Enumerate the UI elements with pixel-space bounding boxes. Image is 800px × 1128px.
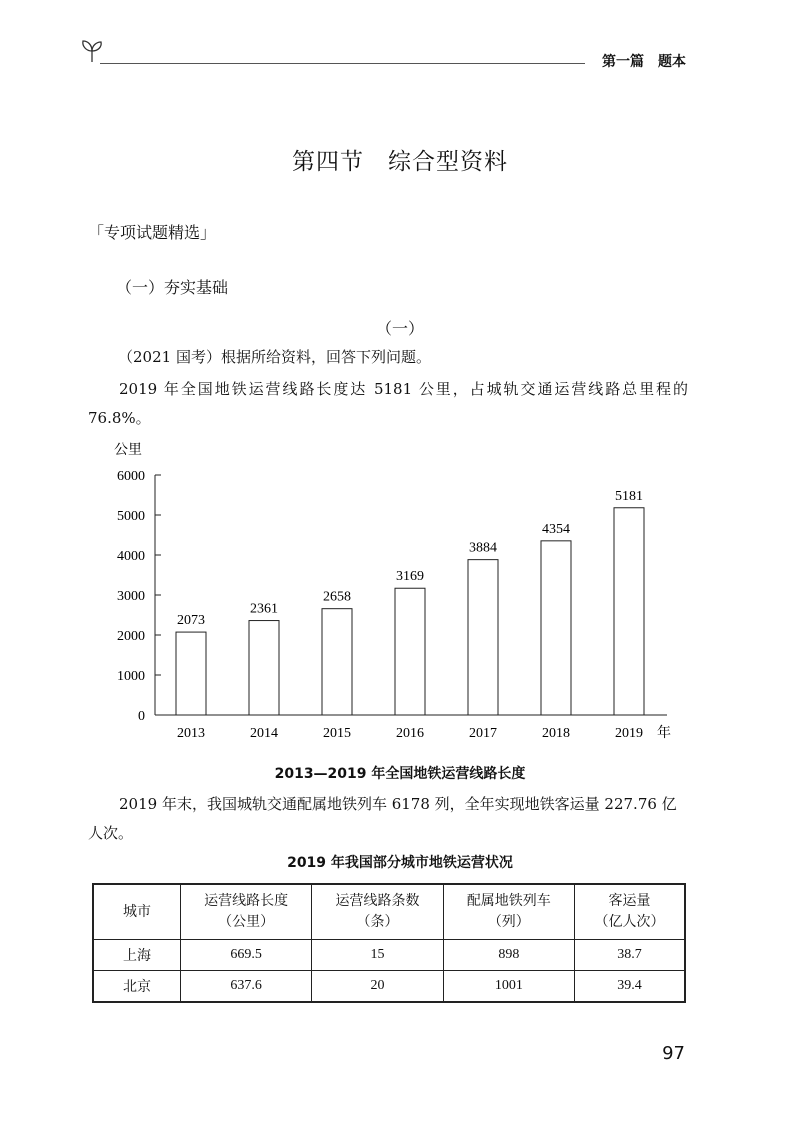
x-tick-label: 2018 bbox=[542, 726, 570, 741]
paragraph-trains-ridership: 2019 年末，我国城轨交通配属地铁列车 6178 列，全年实现地铁客运量 227.76 亿人次。 bbox=[88, 795, 677, 842]
cell-line-count: 15 bbox=[312, 940, 443, 971]
cell-city: 上海 bbox=[93, 940, 181, 971]
cell-line-length: 669.5 bbox=[181, 940, 312, 971]
part-heading: （一）夯实基础 bbox=[116, 278, 229, 297]
table-row bbox=[93, 940, 685, 971]
header-line-count: 运营线路条数 （条） bbox=[312, 884, 443, 940]
y-tick-label: 0 bbox=[138, 709, 145, 724]
paragraph-metro-length: 2019 年全国地铁运营线路长度达 5181 公里，占城轨交通运营线路总里程的 76.8%。 bbox=[88, 380, 688, 427]
header-city: 城市 bbox=[93, 884, 181, 940]
y-tick-label: 1000 bbox=[117, 669, 145, 684]
cell-trains: 898 bbox=[443, 940, 574, 971]
y-tick-label: 5000 bbox=[117, 509, 145, 524]
bar-value-label: 4354 bbox=[542, 521, 570, 537]
header-rule bbox=[100, 63, 585, 64]
bar bbox=[614, 508, 644, 715]
bar-value-label: 2658 bbox=[323, 589, 351, 605]
table-header-row bbox=[93, 884, 685, 940]
cell-ridership: 39.4 bbox=[574, 971, 685, 1003]
cell-city: 北京 bbox=[93, 971, 181, 1003]
bar bbox=[322, 609, 352, 715]
chart-title: 2013—2019 年全国地铁运营线路长度 bbox=[274, 766, 526, 782]
cell-ridership: 38.7 bbox=[574, 940, 685, 971]
metro-status-table bbox=[92, 883, 686, 1003]
bar bbox=[176, 632, 206, 715]
x-tick-label: 2015 bbox=[323, 726, 351, 741]
source-line: （2021 国考）根据所给资料，回答下列问题。 bbox=[118, 348, 431, 366]
bar bbox=[541, 541, 571, 715]
header-trains: 配属地铁列车 （列） bbox=[443, 884, 574, 940]
x-tick-label: 2013 bbox=[177, 726, 205, 741]
x-tick-label: 2019 bbox=[615, 726, 643, 741]
y-tick-label: 3000 bbox=[117, 589, 145, 604]
header-line-length: 运营线路长度 （公里） bbox=[181, 884, 312, 940]
running-head: 第一篇 题本 bbox=[602, 54, 686, 70]
cell-line-length: 637.6 bbox=[181, 971, 312, 1003]
question-number: （一） bbox=[375, 319, 424, 338]
cell-trains: 1001 bbox=[443, 971, 574, 1003]
table-row bbox=[93, 971, 685, 1003]
section-title: 第四节 综合型资料 bbox=[292, 149, 508, 175]
x-axis-label: 年 bbox=[657, 725, 671, 741]
x-tick-label: 2016 bbox=[396, 726, 424, 741]
bar-value-label: 5181 bbox=[615, 488, 643, 504]
subsection-heading: 「专项试题精选」 bbox=[88, 223, 217, 242]
y-axis-label: 公里 bbox=[114, 442, 142, 458]
bar-chart bbox=[95, 440, 695, 750]
table-title: 2019 年我国部分城市地铁运营状况 bbox=[287, 855, 513, 871]
bar bbox=[249, 621, 279, 715]
page-number: 97 bbox=[662, 1043, 685, 1064]
bar-value-label: 3169 bbox=[396, 569, 424, 585]
x-tick-label: 2017 bbox=[469, 726, 497, 741]
cell-line-count: 20 bbox=[312, 971, 443, 1003]
bar-value-label: 3884 bbox=[469, 540, 497, 556]
y-tick-label: 6000 bbox=[117, 469, 145, 484]
y-tick-label: 4000 bbox=[117, 549, 145, 564]
y-tick-label: 2000 bbox=[117, 629, 145, 644]
x-tick-label: 2014 bbox=[250, 726, 278, 741]
header-ridership: 客运量 （亿人次） bbox=[574, 884, 685, 940]
bar bbox=[468, 560, 498, 715]
bar-value-label: 2361 bbox=[250, 601, 278, 617]
leaf-ornament-icon bbox=[78, 36, 106, 64]
bar-value-label: 2073 bbox=[177, 613, 205, 629]
bar bbox=[395, 588, 425, 715]
